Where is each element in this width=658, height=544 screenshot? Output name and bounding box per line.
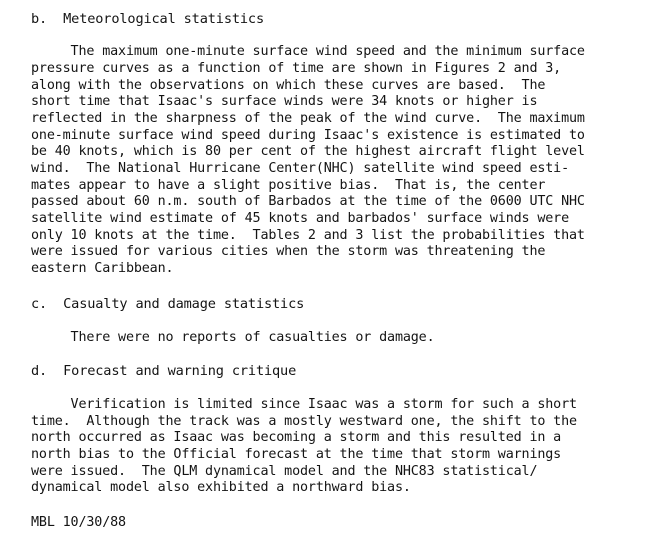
- author-date-footer: MBL 10/30/88: [31, 515, 126, 530]
- section-d-heading: d. Forecast and warning critique: [31, 363, 297, 379]
- section-b-line: along with the observations on which these curves are based. The: [31, 78, 546, 93]
- section-b-line: short time that Isaac's surface winds were 34 knots or higher is: [31, 94, 538, 109]
- section-c-line: There were no reports of casualties or damage.: [31, 330, 435, 345]
- section-b-line: wind. The National Hurricane Center(NHC) satellite wind speed esti-: [31, 161, 570, 176]
- section-b-line: eastern Caribbean.: [31, 261, 174, 276]
- section-b-heading: b. Meteorological statistics: [31, 11, 264, 27]
- section-b-line: were issued for various cities when the storm was threatening the: [31, 244, 546, 259]
- section-b-line: only 10 knots at the time. Tables 2 and 3 list the probabilities that: [31, 228, 585, 243]
- section-b-line: mates appear to have a slight positive bias. That is, the center: [31, 178, 546, 193]
- section-d-line: time. Although the track was a mostly westward one, the shift to the: [31, 414, 577, 429]
- section-d-line: Verification is limited since Isaac was a storm for such a short: [31, 397, 577, 412]
- section-d-line: were issued. The QLM dynamical model and the NHC83 statistical/: [31, 464, 538, 479]
- section-c-heading: c. Casualty and damage statistics: [31, 296, 305, 312]
- section-b-line: reflected in the sharpness of the peak of the wind curve. The maximum: [31, 111, 585, 126]
- section-b-line: one-minute surface wind speed during Isaac's existence is estimated to: [31, 128, 585, 143]
- section-d-line: north occurred as Isaac was becoming a storm and this resulted in a: [31, 430, 562, 445]
- section-b-line: be 40 knots, which is 80 per cent of the highest aircraft flight level: [31, 144, 585, 159]
- section-b-line: pressure curves as a function of time are shown in Figures 2 and 3,: [31, 61, 562, 76]
- section-d-line: dynamical model also exhibited a northward bias.: [31, 480, 411, 495]
- section-b-line: The maximum one-minute surface wind speed and the minimum surface: [31, 44, 585, 59]
- section-b-line: satellite wind estimate of 45 knots and barbados' surface winds were: [31, 211, 570, 226]
- section-d-line: north bias to the Official forecast at the time that storm warnings: [31, 447, 562, 462]
- section-b-line: passed about 60 n.m. south of Barbados at the time of the 0600 UTC NHC: [31, 194, 585, 209]
